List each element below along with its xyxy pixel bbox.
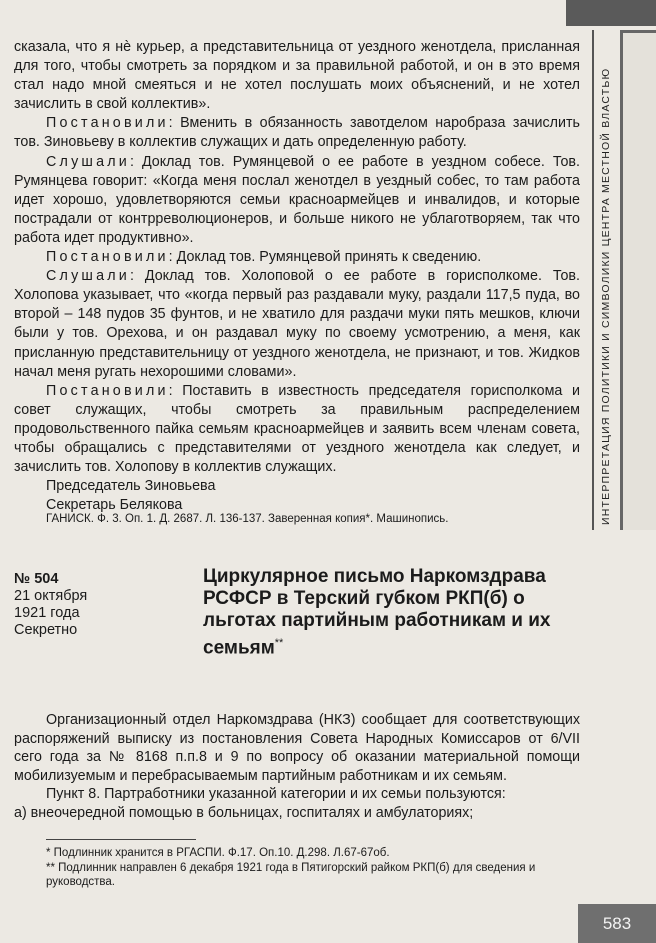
paragraph: Постановили: Доклад тов. Румянцевой принять к сведению. (46, 249, 482, 266)
signature-secretary: Секретарь Белякова (46, 497, 183, 514)
paragraph: Постановили: Поставить в известность председателя горисполкома и совет служащих, чтобы смотреть за правильным распределением продовольственного пайка семьям красноармейцев и заявить всем членам совета, чтобы обращались с представителями от уездного женотдела как следует, и зачислить тов. Холопову в коллектив служащих. (14, 382, 580, 476)
page-number: 583 (578, 904, 656, 943)
signature-chair: Председатель Зиновьева (46, 478, 216, 495)
paragraph: Организационный отдел Наркомздрава (НКЗ) сообщает для соответствующих распоряжений выписку из постановления Совета Народных Комиссаров от 6/VII сего года за № 8168 п.п.8 и 9 по вопросу об оказании материальной помощи мобилизуемым и перебрасываемым партийным работникам и их семьям. (14, 712, 580, 784)
document-date-line1: 21 октября (14, 588, 88, 604)
footnote-mark: ** (274, 637, 284, 649)
document-title: Циркулярное письмо Наркомздрава РСФСР в Терский губком РКП(б) о льготах партийным работникам и их семьям** (203, 566, 551, 659)
paragraph: Слушали: Доклад тов. Холоповой о ее работе в горисполкоме. Тов. Холопова указывает, что «когда первый раз раздавали муку, раздали 117,5 пуда, во второй – 148 пудов 35 фунтов, и не хватило для раздачи муки пять мешков, ключи были у тов. Орехова, и он раздавал муку по своему усмотрению, а меня, как присланную представительницу от уездного женотдела, не признают, и тов. Жидков начал меня ругать нехорошими словами». (14, 268, 580, 380)
paragraph: сказала, что я нѐ курьер, а представительница от уездного женотдела, присланная для того, чтобы смотреть за порядком и за правильной работой, и он в это время стал надо мной смеяться и не хотел послушать моих объяснений, и не хотел зачислить в свой коллектив». (14, 39, 580, 113)
footnotes (46, 846, 580, 890)
paragraph: Постановили: Вменить в обязанность завотделом наробраза зачислить тов. Зиновьеву в коллектив служащих и дать определенную работу. (14, 115, 580, 151)
document-number: № 504 (14, 571, 59, 587)
footnote-rule (46, 839, 196, 840)
paragraph: а) внеочередной помощью в больницах, госпиталях и амбулаториях; (14, 804, 474, 821)
protocol-text (14, 38, 580, 515)
corner-tab (566, 0, 656, 26)
archive-source: ГАНИСК. Ф. 3. Оп. 1. Д. 2687. Л. 136-137. Заверенная копия*. Машинопись. (46, 513, 449, 525)
margin-bracket (620, 30, 656, 530)
running-head: ИНТЕРПРЕТАЦИЯ ПОЛИТИКИ И СИМВОЛИКИ ЦЕНТРА МЕСТНОЙ ВЛАСТЬЮ (600, 67, 612, 525)
footnote: ** Подлинник направлен 6 декабря 1921 года в Пятигорский райком РКП(б) для сведения и руководства. (46, 861, 536, 889)
paragraph: Слушали: Доклад тов. Румянцевой о ее работе в уездном собесе. Тов. Румянцева говорит: «Когда меня послал женотдел в уездный собес, то там работа идет хорошо, удовлетворяются семьи красноармейцев и инвалидов, и которые пострадали от контрреволюционеров, и больше никого не ублаготворяем, так что работа идет продуктивно». (14, 153, 580, 246)
secrecy-label: Секретно (14, 622, 78, 638)
letter-text (14, 711, 580, 823)
document-meta (14, 571, 184, 639)
document-date-line2: 1921 года (14, 605, 80, 621)
paragraph: Пункт 8. Партработники указанной категории и их семьи пользуются: (46, 786, 506, 803)
footnote: * Подлинник хранится в РГАСПИ. Ф.17. Оп.10. Д.298. Л.67-67об. (46, 847, 390, 859)
